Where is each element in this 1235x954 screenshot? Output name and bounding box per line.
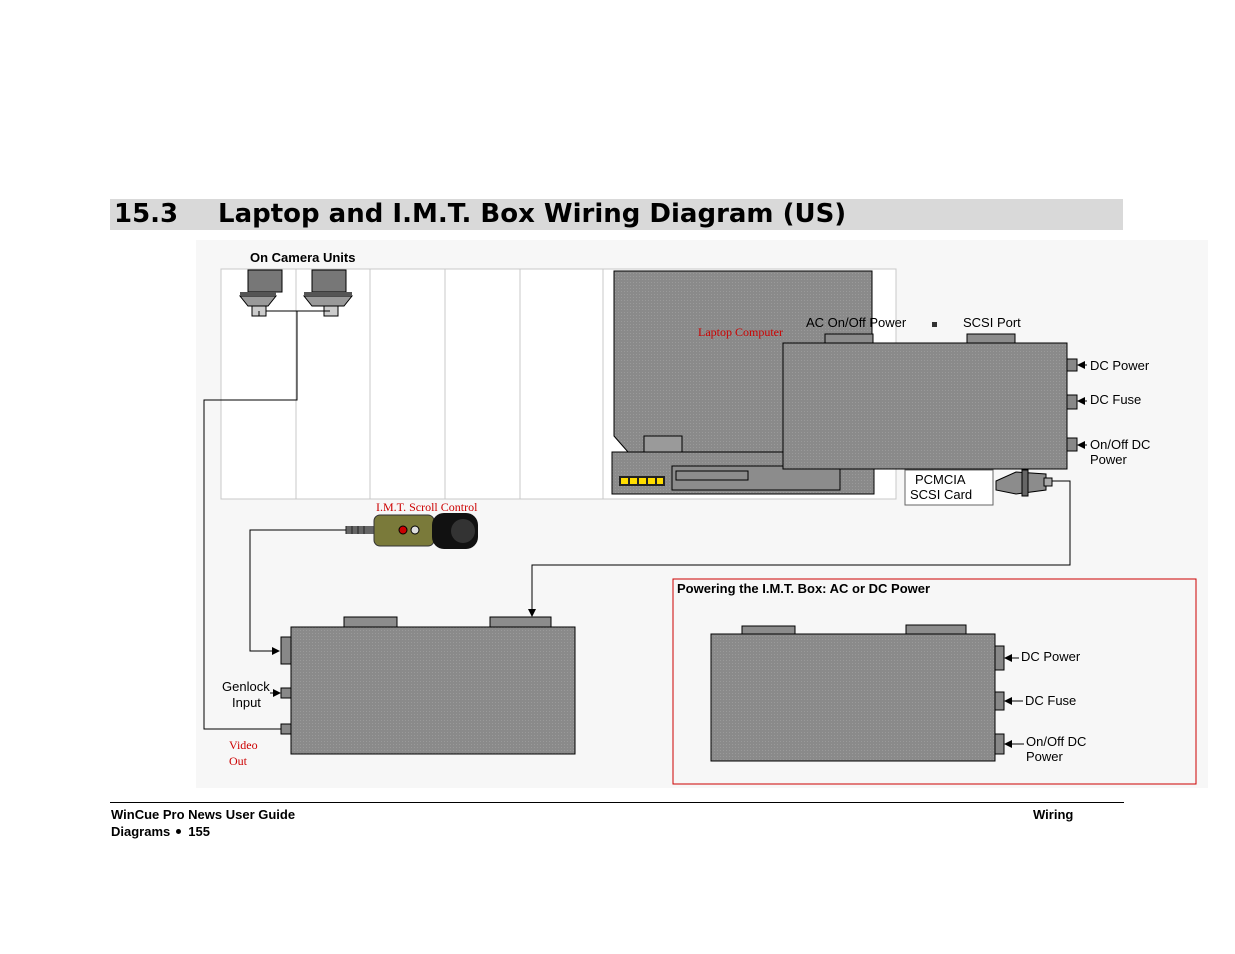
- dc-fuse-label: DC Fuse: [1090, 392, 1142, 407]
- footer-page-line: [111, 824, 210, 839]
- footer-guide-title: WinCue Pro News User Guide: [111, 807, 296, 822]
- onoff-dc-label-line1: On/Off DC: [1090, 437, 1151, 452]
- genlock-label-line1: Genlock: [222, 679, 270, 694]
- video-out-label-line1: Video: [229, 738, 258, 752]
- bullet-icon: [176, 829, 181, 834]
- section-title: Laptop and I.M.T. Box Wiring Diagram (US): [218, 199, 847, 229]
- laptop-computer-label: Laptop Computer: [698, 325, 783, 339]
- onoff-dc-label-line2: Power: [1090, 452, 1127, 467]
- on-camera-units-label: On Camera Units: [250, 250, 356, 265]
- pcmcia-label-line1: PCMCIA: [915, 472, 966, 487]
- scroll-control-icon: [346, 513, 478, 549]
- imt-box-power: [711, 625, 1004, 761]
- video-out-label-line2: Out: [229, 754, 247, 768]
- box2-dc-fuse-label: DC Fuse: [1025, 693, 1077, 708]
- pcmcia-label-line2: SCSI Card: [910, 487, 973, 502]
- box2-onoff-label-line2: Power: [1026, 749, 1063, 764]
- dc-power-label: DC Power: [1090, 358, 1150, 373]
- section-number: 15.3: [114, 199, 179, 229]
- box2-onoff-label-line1: On/Off DC: [1026, 734, 1087, 749]
- scroll-control-label: I.M.T. Scroll Control: [376, 500, 478, 514]
- footer-divider: [110, 802, 1124, 803]
- ac-onoff-power-label: AC On/Off Power: [806, 315, 907, 330]
- indicator-dot-icon: [932, 322, 937, 327]
- genlock-label-line2: Input: [232, 695, 261, 710]
- imt-box-bottom: [281, 617, 575, 754]
- box2-dc-power-label: DC Power: [1021, 649, 1081, 664]
- imt-box-top: [783, 334, 1077, 469]
- scsi-connector-icon: [996, 470, 1052, 496]
- footer-section: Wiring: [1033, 807, 1074, 822]
- scsi-port-label: SCSI Port: [963, 315, 1021, 330]
- footer-section-cont: Diagrams: [111, 824, 171, 839]
- page-number: 155: [188, 824, 210, 839]
- powering-title: Powering the I.M.T. Box: AC or DC Power: [677, 581, 931, 596]
